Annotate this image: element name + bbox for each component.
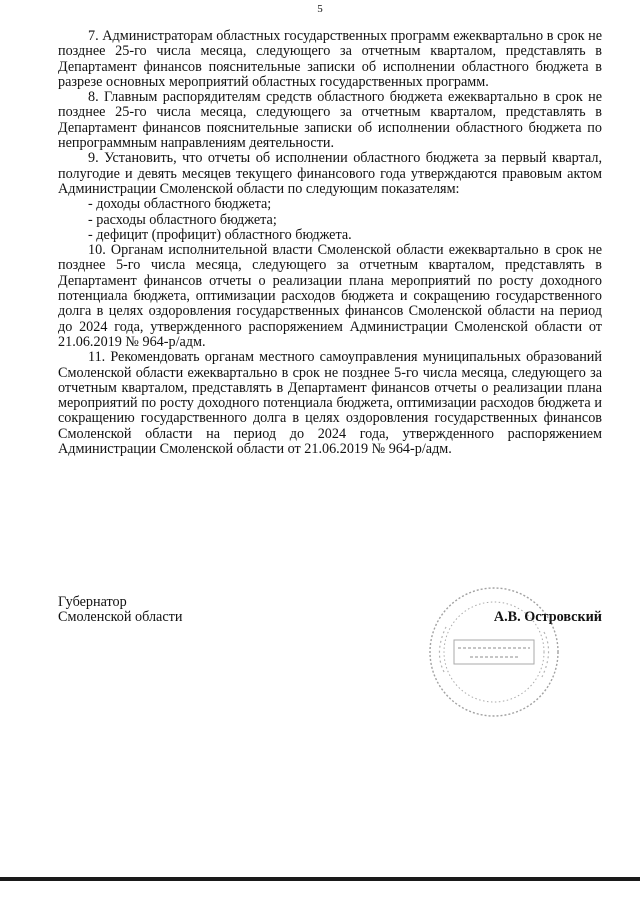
list-item-revenues: - доходы областного бюджета; <box>88 196 272 213</box>
paragraph-8: 8. Главным распорядителям средств областного бюджета ежеквартально в срок не позднее 25-го числа месяца, следующего за отчетным кварталом, представлять в Департамент финансов пояснительные записки об исполнении областного бюджета по непрограммным направлениям деятельности. <box>58 89 602 152</box>
document-body <box>58 29 602 457</box>
position-line-1: Губернатор <box>58 594 127 610</box>
list-item-deficit: - дефицит (профицит) областного бюджета. <box>88 226 352 243</box>
bottom-rule <box>0 877 640 881</box>
signatory-name: А.В. Островский <box>493 609 602 625</box>
paragraph-7: 7. Администраторам областных государственных программ ежеквартально в срок не позднее 25-го числа месяца, следующего за отчетным кварталом, представлять в Департамент финансов пояснительные записки об исполнении областного бюджета в разрезе основных мероприятий областных государственных программ. <box>58 28 602 90</box>
paragraph-11: 11. Рекомендовать органам местного самоуправления муниципальных образований Смоленской области ежеквартально в срок не позднее 5-го числа месяца, следующего за отчетным кварталом, представлять в Департамент финансов отчеты о реализации плана мероприятий по росту доходного потенциала бюджета, оптимизации расходов бюджета и сокращению государственного долга в целях оздоровления государственных финансов Смоленской области на период до 2024 года, утвержденного распоряжением Администрации Смоленской области от 21.06.2019 № 964-р/адм. <box>58 349 602 458</box>
paragraph-9: 9. Установить, что отчеты об исполнении областного бюджета за первый квартал, полугодие и девять месяцев текущего финансового года утверждаются правовым актом Администрации Смоленской области по следующим показателям: <box>58 150 602 197</box>
page-number: 5 <box>317 3 323 15</box>
paragraph-10: 10. Органам исполнительной власти Смоленской области ежеквартально в срок не позднее 5-го числа месяца, следующего за отчетным кварталом, представлять в Департамент финансов отчеты о реализации плана мероприятий по росту доходного потенциала бюджета, оптимизации расходов бюджета и сокращению государственного долга в целях оздоровления государственных финансов Смоленской области на период до 2024 года, утвержденного распоряжением Администрации Смоленской области от 21.06.2019 № 964-р/адм. <box>58 242 602 350</box>
signatory-position <box>58 595 182 626</box>
position-line-2: Смоленской области <box>58 609 183 626</box>
official-stamp-icon <box>424 582 564 722</box>
list-item-expenses: - расходы областного бюджета; <box>88 211 277 228</box>
